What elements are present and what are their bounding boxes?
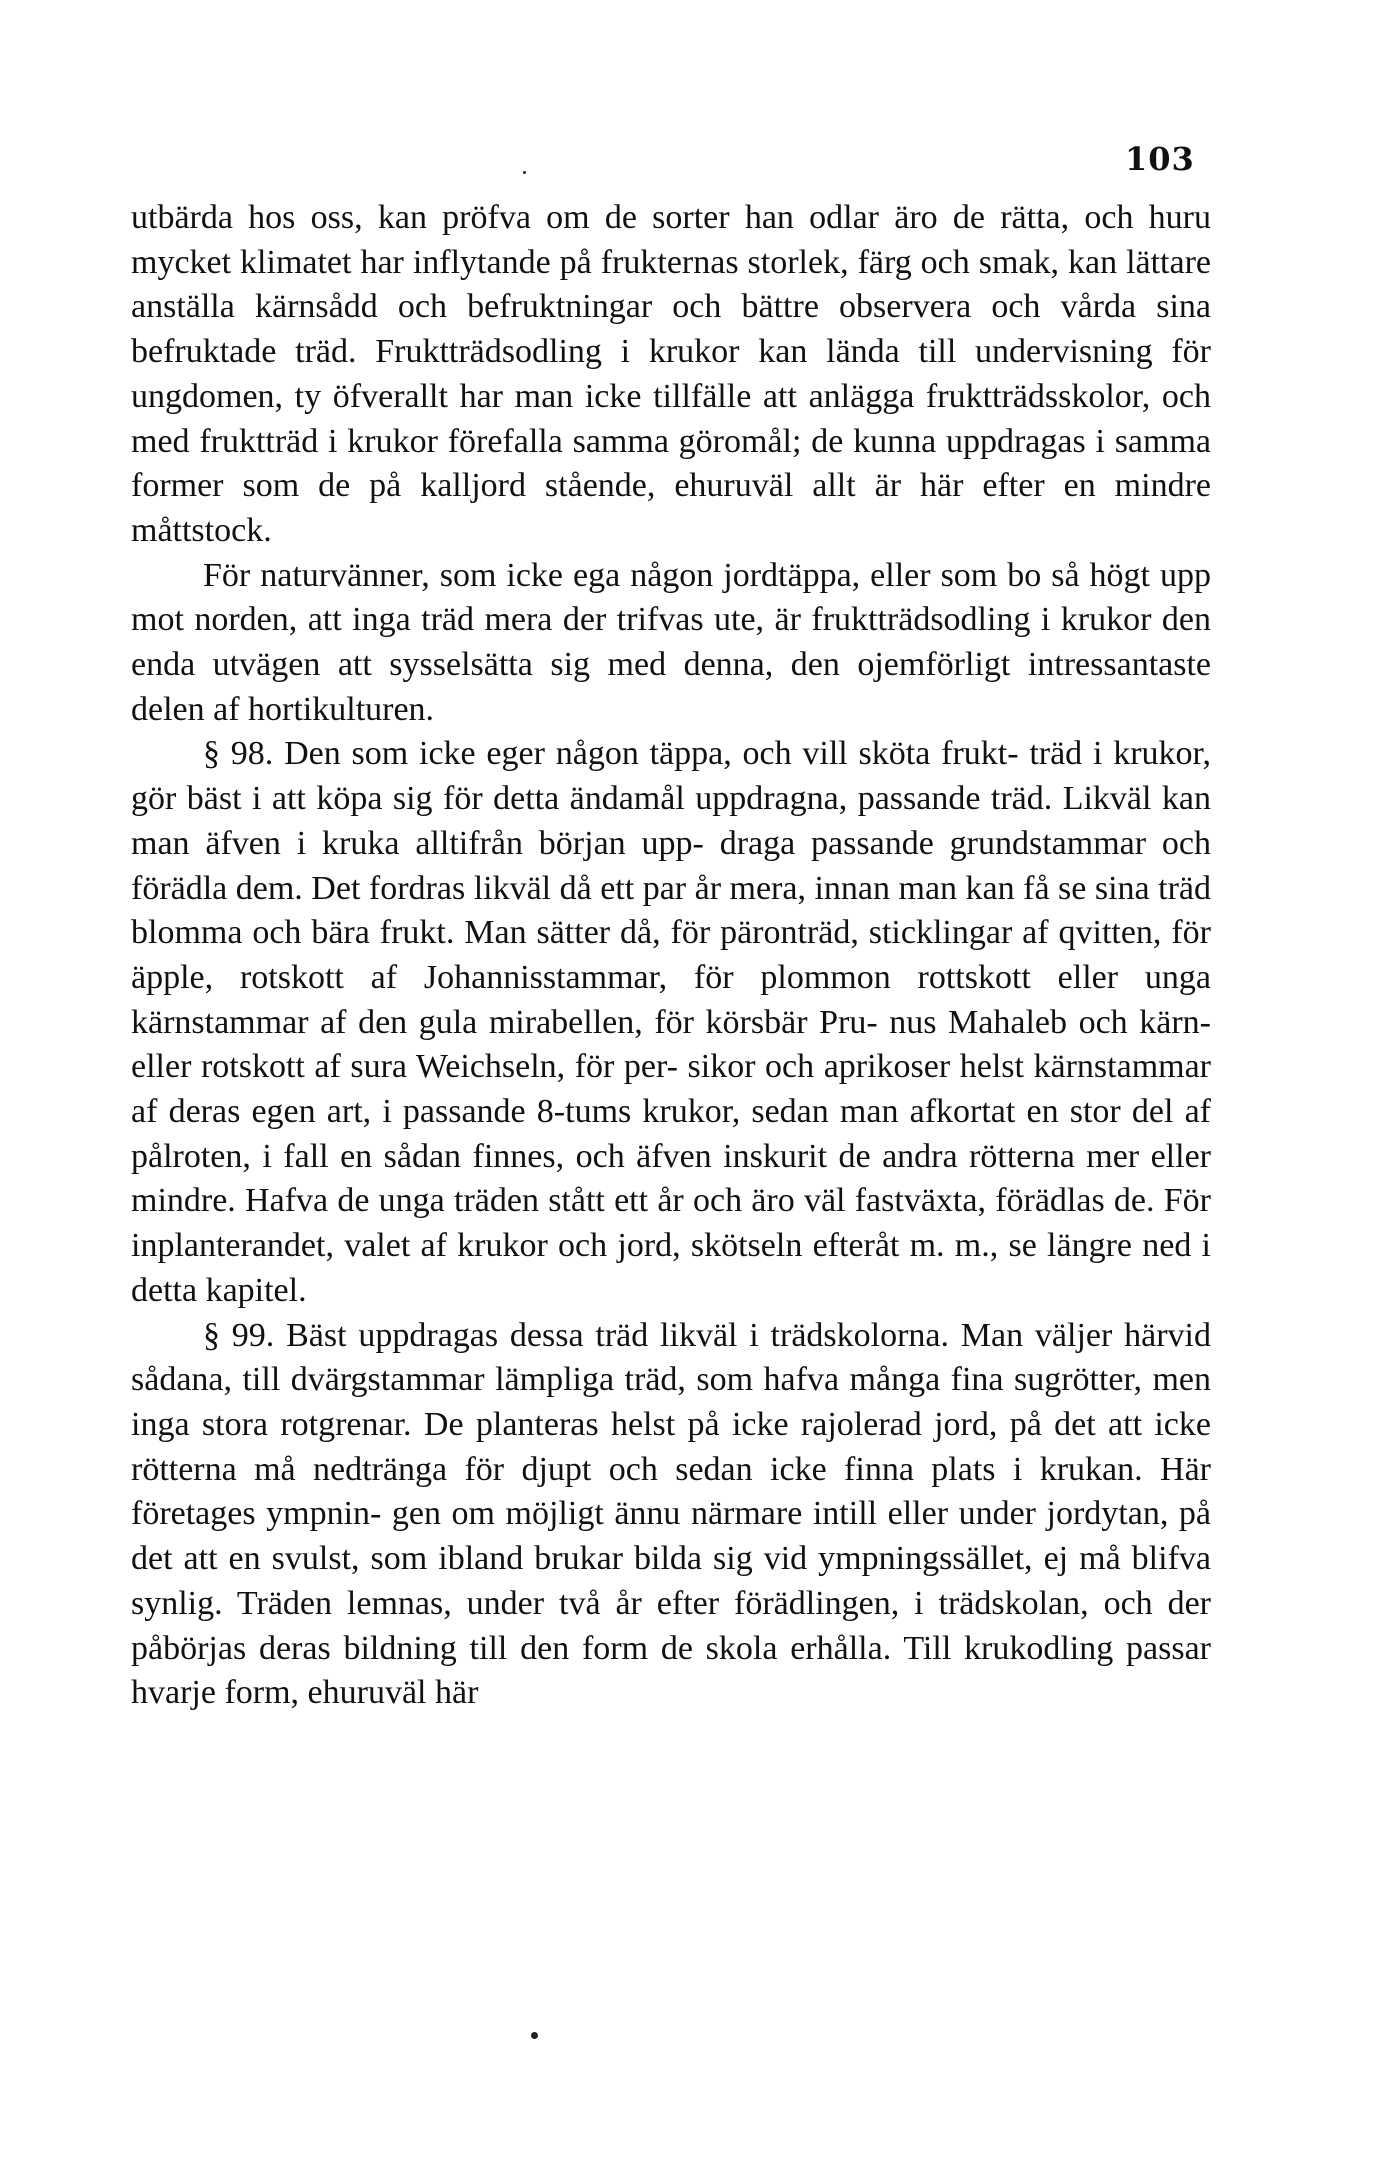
paragraph-section-98 [131, 732, 1211, 1313]
paragraph-text: Den som icke eger någon täppa, och vill sköta frukt- träd i krukor, gör bäst i att köpa sig för detta ändamål uppdragna, passande träd. Likväl kan man äfven i kruka alltifrån början upp- draga passande grundstammar och förädla dem. Det fordras likväl då ett par år mera, innan man kan få se sina träd blomma och bära frukt. Man sätter då, för päronträd, sticklingar af qvitten, för äpple, rotskott af Johannisstammar, för plommon rottskott eller unga kärnstammar af den gula mirabellen, för körsbär Pru- nus Mahaleb och kärn- eller rotskott af sura Weichseln, för per- sikor och aprikoser helst kärnstammar af deras egen art, i passande 8-tums krukor, sedan man afkortat en stor del af pålroten, i fall en sådan finnes, och äfven inskurit de andra rötterna mer eller mindre. Hafva de unga träden stått ett år och äro väl fastväxta, förädlas de. För inplanterandet, valet af krukor och jord, skötseln efteråt m. m., se längre ned i detta kapitel. [131, 735, 1212, 1309]
section-number: § 99. [203, 1316, 275, 1354]
paragraph-section-99 [131, 1314, 1211, 1716]
paragraph-text: För naturvänner, som icke ega någon jordtäppa, eller som bo så högt upp mot norden, att inga träd mera der trifvas ute, är fruktträdsodling i krukor den enda utvägen att sysselsätta sig med denna, den ojemförligt intressantaste delen af hortikulturen. [131, 556, 1211, 728]
page-number: 103 [1125, 140, 1195, 178]
paragraph-continuation [131, 196, 1211, 554]
paragraph-text: Bäst uppdragas dessa träd likväl i trädskolorna. Man väljer härvid sådana, till dvärgstammar lämpliga träd, som hafva många fina sugrötter, men inga stora rotgrenar. De planteras helst på icke rajolerad jord, på det att icke rötterna må nedtränga för djupt och sedan icke finna plats i krukan. Här företages ympnin- gen om möjligt ännu närmare intill eller under jordytan, på det att en svulst, som ibland brukar bilda sig vid ympningssället, ej må blifva synlig. Träden lemnas, under två år efter förädlingen, i trädskolan, och der påbörjas deras bildning till den form de skola erhålla. Till krukodling passar hvarje form, ehuruväl här [131, 1316, 1212, 1712]
body-text [131, 196, 1211, 1716]
paragraph-text: utbärda hos oss, kan pröfva om de sorter han odlar äro de rätta, och huru mycket klimatet har inflytande på frukternas storlek, färg och smak, kan lättare anställa kärnsådd och befruktningar och bättre observera och vårda sina befruktade träd. Fruktträdsodling i krukor kan lända till undervisning för ungdomen, ty öfverallt har man icke tillfälle att anlägga fruktträdsskolor, och med fruktträd i krukor förefalla samma göromål; de kunna uppdragas i samma former som de på kalljord stående, ehuruväl allt är här efter en mindre måttstock. [131, 199, 1211, 549]
print-speck [531, 2032, 538, 2039]
print-speck [523, 171, 526, 174]
paragraph-naturvanner [131, 554, 1211, 733]
section-number: § 98. [203, 735, 274, 773]
